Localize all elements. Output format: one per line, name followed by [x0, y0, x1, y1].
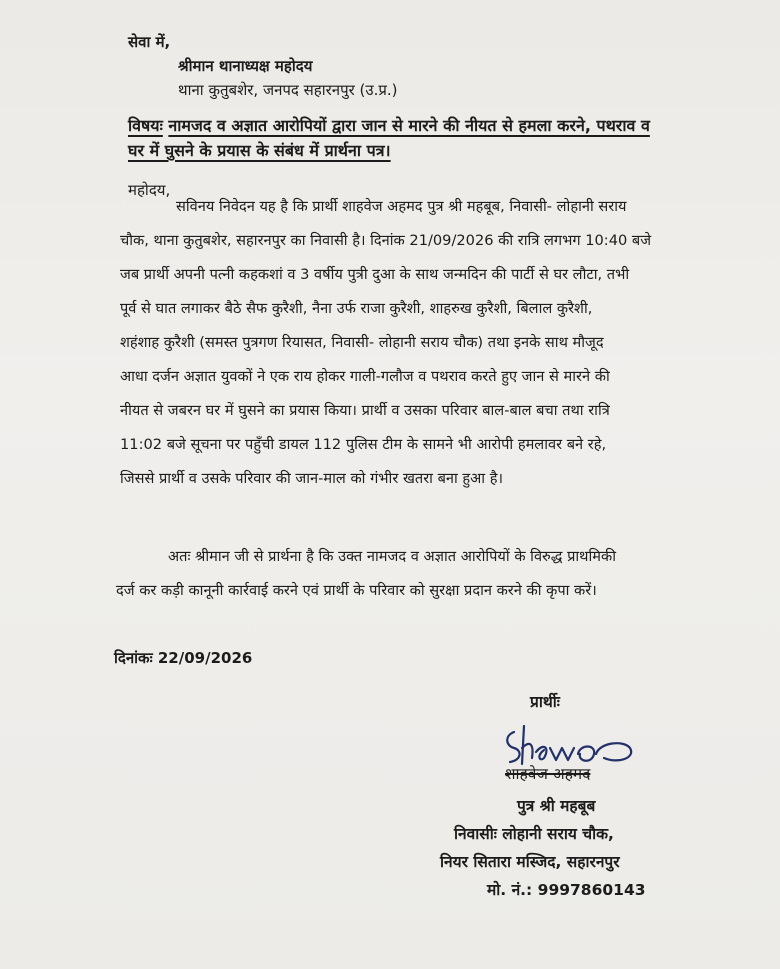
body-line: चौक, थाना कुतुबशेर, सहारनपुर का निवासी है। दिनांक 21/09/2026 की रात्रि लगभग 10:40 बजे: [120, 232, 652, 249]
applicant-label: प्रार्थीः: [530, 693, 560, 711]
subject-text-2: घर में घुसने के प्रयास के संबंध में प्रार्थना पत्र।: [128, 141, 391, 160]
body-line: जब प्रार्थी अपनी पत्नी कहकशां व 3 वर्षीय पुत्री दुआ के साथ जन्मदिन की पार्टी से घर लौटा, तभी: [120, 266, 630, 283]
applicant-father: पुत्र श्री महबूब: [517, 797, 596, 815]
date-line: [114, 648, 252, 668]
subject-label: विषयः: [128, 116, 163, 135]
applicant-name: शाहवेज अहमद: [505, 765, 591, 783]
police-station: थाना कुतुबशेर, जनपद सहारनपुर (उ.प्र.): [178, 81, 398, 99]
body-line: नीयत से जबरन घर में घुसने का प्रयास किया। प्रार्थी व उसका परिवार बाल-बाल बचा तथा रात्रि: [120, 402, 610, 419]
salutation: सेवा में,: [128, 33, 171, 51]
phone-label: मो. नं.:: [487, 881, 533, 899]
recipient-title: श्रीमान थानाध्यक्ष महोदय: [178, 57, 313, 75]
body-line: पूर्व से घात लगाकर बैठे सैफ कुरैशी, नैना उर्फ राजा कुरैशी, शाहरुख कुरैशी, बिलाल कुरैशी,: [120, 300, 593, 317]
request-line-2: दर्ज कर कड़ी कानूनी कार्रवाई करने एवं प्रार्थी के परिवार को सुरक्षा प्रदान करने की कृपा करें।: [116, 582, 597, 599]
body-line: जिससे प्रार्थी व उसके परिवार की जान-माल को गंभीर खतरा बना हुआ है।: [120, 470, 504, 487]
request-line-1: अतः श्रीमान जी से प्रार्थना है कि उक्त नामजद व अज्ञात आरोपियों के विरुद्ध प्राथमिकी: [168, 548, 616, 565]
subject-line-2: [128, 139, 391, 161]
subject-text-1: नामजद व अज्ञात आरोपियों द्वारा जान से मारने की नीयत से हमला करने, पथराव व: [168, 116, 650, 135]
date-value: 22/09/2026: [157, 649, 253, 667]
date-label: दिनांकः: [114, 649, 153, 667]
subject-line-1: [128, 114, 650, 136]
greeting: महोदय,: [128, 181, 171, 199]
applicant-address-2: नियर सितारा मस्जिद, सहारनपुर: [440, 853, 620, 871]
body-line: आधा दर्जन अज्ञात युवकों ने एक राय होकर गाली-गलौज व पथराव करते हुए जान से मारने की: [120, 368, 610, 385]
body-line: 11:02 बजे सूचना पर पहुँची डायल 112 पुलिस टीम के सामने भी आरोपी हमलावर बने रहे,: [120, 436, 607, 453]
body-line: शहंशाह कुरैशी (समस्त पुत्रगण रियासत, निवासी- लोहानी सराय चौक) तथा इनके साथ मौजूद: [120, 334, 604, 351]
phone-number: 9997860143: [537, 881, 646, 899]
body-line: सविनय निवेदन यह है कि प्रार्थी शाहवेज अहमद पुत्र श्री महबूब, निवासी- लोहानी सराय: [176, 198, 627, 215]
applicant-address-1: निवासीः लोहानी सराय चौक,: [454, 825, 614, 843]
applicant-phone: [487, 878, 646, 900]
